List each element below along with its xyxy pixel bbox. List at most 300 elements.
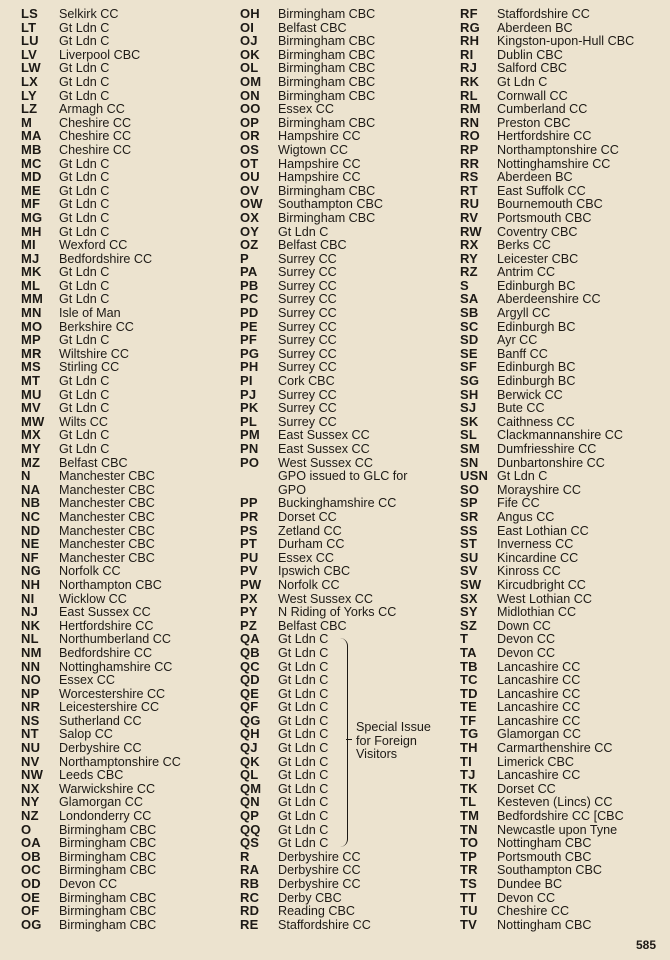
issuing-authority: Surrey CC (278, 346, 337, 361)
registration-code: N (21, 468, 31, 484)
code-entry (21, 605, 181, 619)
registration-code: NK (21, 617, 41, 633)
issuing-authority: Gt Ldn C (59, 292, 110, 307)
registration-code: NZ (21, 808, 39, 824)
registration-code: MN (21, 305, 42, 321)
code-entry (460, 510, 634, 524)
code-entry (21, 510, 181, 524)
issuing-authority: Essex CC (59, 673, 115, 688)
issuing-authority: Leicester CBC (497, 251, 579, 266)
issuing-authority: Surrey CC (278, 414, 337, 429)
issuing-authority: Southampton CBC (497, 863, 603, 878)
code-entry (460, 61, 634, 75)
codes-column-2 (240, 7, 408, 931)
code-entry (21, 700, 181, 714)
issuing-authority: Aberdeen BC (497, 20, 573, 35)
code-entry (460, 170, 634, 184)
code-entry (21, 265, 181, 279)
registration-code: S (460, 277, 469, 293)
issuing-authority: Dorset CC (278, 509, 337, 524)
issuing-authority: Reading CBC (278, 904, 356, 919)
registration-code: QE (240, 685, 260, 701)
issuing-authority: Wilts CC (59, 414, 108, 429)
special-issue-line-3: Visitors (356, 747, 398, 762)
code-entry (460, 34, 634, 48)
special-issue-line-2: for Foreign (356, 733, 417, 748)
code-entry (240, 7, 408, 21)
code-entry (21, 714, 181, 728)
code-entry (21, 891, 181, 905)
code-entry (240, 48, 408, 62)
registration-code: RG (460, 19, 480, 35)
registration-code: TP (460, 848, 478, 864)
issuing-authority: Birmingham CBC (59, 890, 157, 905)
registration-code: SA (460, 291, 479, 307)
registration-code: RK (460, 73, 480, 89)
registration-code: PP (240, 495, 258, 511)
code-entry (21, 428, 181, 442)
code-entry (21, 252, 181, 266)
registration-code: OF (21, 903, 40, 919)
registration-code: TK (460, 780, 478, 796)
code-entry (460, 279, 634, 293)
issuing-authority: Preston CBC (497, 115, 571, 130)
issuing-authority: Gt Ldn C (59, 278, 110, 293)
issuing-authority: Stirling CC (59, 360, 120, 375)
registration-code: ST (460, 536, 478, 552)
registration-code: OR (240, 128, 260, 144)
registration-code: NF (21, 549, 39, 565)
issuing-authority: Gt Ldn C (278, 781, 329, 796)
code-entry (240, 918, 408, 932)
issuing-authority: Salop CC (59, 727, 113, 742)
issuing-authority: Cornwall CC (497, 88, 568, 103)
code-entry (240, 225, 408, 239)
registration-code: QS (240, 835, 260, 851)
code-entry (21, 918, 181, 932)
registration-code: TN (460, 821, 478, 837)
code-entry (240, 510, 408, 524)
registration-code: LX (21, 73, 39, 89)
code-entry (460, 795, 634, 809)
page-number: 585 (635, 938, 656, 952)
registration-code: MJ (21, 250, 40, 266)
code-entry (21, 483, 181, 497)
registration-code: MS (21, 359, 41, 375)
registration-code: NI (21, 590, 35, 606)
code-entry (21, 673, 181, 687)
registration-code: NR (21, 699, 41, 715)
registration-code: NG (21, 563, 41, 579)
code-entry (460, 129, 634, 143)
issuing-authority: Nottinghamshire CC (59, 659, 173, 674)
registration-code: NJ (21, 604, 39, 620)
code-entry (240, 442, 408, 456)
code-entry (240, 619, 408, 633)
issuing-authority: Manchester CBC (59, 496, 155, 511)
code-entry (240, 795, 408, 809)
registration-code: LT (21, 19, 37, 35)
issuing-authority: Gt Ldn C (59, 74, 110, 89)
code-entry (240, 184, 408, 198)
code-entry (460, 537, 634, 551)
issuing-authority: Gt Ldn C (278, 727, 329, 742)
registration-code: OC (21, 862, 41, 878)
issuing-authority: Hampshire CC (278, 170, 361, 185)
issuing-authority: East Sussex CC (59, 605, 151, 620)
code-entry (460, 904, 634, 918)
special-issue-line-1: Special Issue (356, 720, 431, 734)
registration-code: OH (240, 6, 260, 21)
registration-code: QM (240, 780, 262, 796)
issuing-authority: Leeds CBC (59, 768, 124, 783)
code-entry (460, 252, 634, 266)
code-entry (240, 116, 408, 130)
registration-code: OB (21, 848, 41, 864)
code-entry (460, 116, 634, 130)
registration-code: PF (240, 332, 258, 348)
code-entry (460, 374, 634, 388)
registration-code: OT (240, 155, 259, 171)
registration-code: PT (240, 536, 258, 552)
code-entry (460, 592, 634, 606)
issuing-authority: Carmarthenshire CC (497, 741, 613, 756)
registration-code: MR (21, 345, 42, 361)
issuing-authority: East Suffolk CC (497, 183, 586, 198)
code-entry (460, 75, 634, 89)
code-entry (240, 605, 408, 619)
issuing-authority: Gt Ldn C (278, 700, 329, 715)
registration-code: OP (240, 114, 260, 130)
code-entry (240, 306, 408, 320)
issuing-authority: Edinburgh BC (497, 360, 576, 375)
registration-code: NN (21, 658, 41, 674)
issuing-authority: Isle of Man (59, 306, 121, 321)
code-entry (460, 578, 634, 592)
issuing-authority: Cheshire CC (59, 115, 132, 130)
registration-code: QK (240, 753, 260, 769)
code-entry (460, 347, 634, 361)
registration-code: TM (460, 808, 480, 824)
issuing-authority: Gt Ldn C (59, 428, 110, 443)
registration-code: MG (21, 209, 43, 225)
registration-code: R (240, 848, 250, 864)
code-entry (460, 524, 634, 538)
registration-code: PO (240, 454, 260, 470)
registration-code: NL (21, 631, 39, 647)
code-entry (240, 89, 408, 103)
issuing-authority: Birmingham CBC (278, 115, 376, 130)
registration-code: PL (240, 413, 258, 429)
issuing-authority: Gt Ldn C (59, 387, 110, 402)
issuing-authority: Gt Ldn C (278, 686, 329, 701)
code-entry (21, 61, 181, 75)
code-entry (460, 456, 634, 470)
issuing-authority: Warwickshire CC (59, 781, 156, 796)
code-entry (460, 877, 634, 891)
registration-code: MY (21, 441, 41, 456)
registration-code: QC (240, 658, 260, 674)
code-entry (21, 184, 181, 198)
issuing-authority: Portsmouth CBC (497, 849, 592, 864)
issuing-authority: Kinross CC (497, 564, 561, 579)
issuing-authority: Birmingham CBC (59, 836, 157, 851)
issuing-authority: Lancashire CC (497, 673, 581, 688)
code-entry (460, 469, 634, 483)
code-entry (21, 578, 181, 592)
code-entry (240, 687, 408, 701)
issuing-authority: Northampton CBC (59, 577, 162, 592)
registration-code: SC (460, 318, 479, 334)
registration-code: SF (460, 359, 478, 375)
issuing-authority: Gt Ldn C (59, 20, 110, 35)
registration-code: TO (460, 835, 479, 851)
registration-code: USN (460, 468, 489, 484)
registration-code: SE (460, 345, 478, 361)
registration-code: MX (21, 427, 41, 443)
issuing-authority: Edinburgh BC (497, 278, 576, 293)
registration-code: NA (21, 481, 41, 497)
issuing-authority: GPO issued to GLC for (278, 469, 408, 484)
issuing-authority: Manchester CBC (59, 550, 155, 565)
registration-code: PW (240, 576, 262, 592)
issuing-authority: Devon CC (59, 877, 118, 891)
code-entry (240, 34, 408, 48)
issuing-authority: Essex CC (278, 102, 334, 117)
issuing-authority: Wicklow CC (59, 591, 127, 606)
code-entry (21, 347, 181, 361)
code-entry (21, 632, 181, 646)
code-entry (240, 768, 408, 782)
registration-code: NH (21, 576, 41, 592)
code-entry (240, 279, 408, 293)
registration-code: TB (460, 658, 478, 674)
issuing-authority: Dumfriesshire CC (497, 442, 597, 456)
registration-code: TR (460, 862, 478, 878)
issuing-authority: Dorset CC (497, 781, 556, 796)
code-entry (240, 238, 408, 252)
issuing-authority: Norfolk CC (59, 564, 121, 579)
code-entry (21, 592, 181, 606)
issuing-authority: East Sussex CC (278, 442, 370, 456)
issuing-authority: Hampshire CC (278, 156, 361, 171)
registration-code: TJ (460, 767, 476, 783)
issuing-authority: Birmingham CBC (59, 904, 157, 919)
registration-code: PK (240, 400, 259, 416)
code-entry (21, 564, 181, 578)
issuing-authority: Gt Ldn C (59, 156, 110, 171)
code-entry (240, 21, 408, 35)
issuing-authority: Gt Ldn C (59, 374, 110, 389)
issuing-authority: Gt Ldn C (59, 442, 110, 456)
code-entry (460, 687, 634, 701)
code-entry (240, 157, 408, 171)
registration-code: MT (21, 373, 41, 389)
issuing-authority: Fife CC (497, 496, 540, 511)
issuing-authority: Belfast CBC (278, 238, 347, 253)
issuing-authority: Southampton CBC (278, 197, 384, 212)
code-entry (21, 306, 181, 320)
issuing-authority: Derbyshire CC (59, 741, 142, 756)
issuing-authority: Derbyshire CC (278, 849, 361, 864)
registration-code: OW (240, 196, 263, 212)
issuing-authority: Kesteven (Lincs) CC (497, 795, 613, 810)
registration-code: PH (240, 359, 259, 375)
issuing-authority: Hertfordshire CC (497, 129, 592, 144)
issuing-authority: Lancashire CC (497, 768, 581, 783)
code-entry (21, 360, 181, 374)
registration-code: MB (21, 141, 42, 157)
code-entry (240, 551, 408, 565)
issuing-authority: Gt Ldn C (278, 795, 329, 810)
issuing-authority: Birmingham CBC (278, 47, 376, 62)
issuing-authority: Gt Ldn C (497, 469, 548, 484)
registration-code: TH (460, 740, 478, 756)
code-entry (240, 333, 408, 347)
issuing-authority: Birmingham CBC (278, 210, 376, 225)
code-entry (460, 918, 634, 932)
issuing-authority: Worcestershire CC (59, 686, 166, 701)
code-entry (21, 292, 181, 306)
issuing-authority: Bedfordshire CC (59, 251, 153, 266)
issuing-authority: Gt Ldn C (278, 713, 329, 728)
issuing-authority: Aberdeen BC (497, 170, 573, 185)
code-entry (460, 836, 634, 850)
issuing-authority: Birmingham CBC (278, 7, 376, 21)
special-issue-brace-tip (346, 739, 352, 740)
code-entry (460, 415, 634, 429)
registration-code: RP (460, 141, 479, 157)
registration-code: RE (240, 916, 259, 932)
issuing-authority: Birmingham CBC (278, 34, 376, 49)
issuing-authority: Midlothian CC (497, 605, 577, 620)
issuing-authority: Coventry CBC (497, 224, 578, 239)
issuing-authority: Berwick CC (497, 387, 563, 402)
issuing-authority: Salford CBC (497, 61, 567, 76)
registration-code: RR (460, 155, 480, 171)
registration-code: SR (460, 508, 479, 524)
registration-code: MO (21, 318, 43, 334)
registration-code: RN (460, 114, 480, 130)
issuing-authority: Gt Ldn C (278, 673, 329, 688)
registration-code: T (460, 631, 469, 647)
registration-code: PR (240, 508, 259, 524)
issuing-authority: Surrey CC (278, 333, 337, 348)
issuing-authority: Kincardine CC (497, 550, 579, 565)
code-entry (240, 578, 408, 592)
special-issue-brace (340, 638, 348, 847)
issuing-authority: Glamorgan CC (59, 795, 143, 810)
code-entry (460, 7, 634, 21)
code-entry (21, 388, 181, 402)
issuing-authority: Glamorgan CC (497, 727, 581, 742)
registration-code: RZ (460, 264, 478, 280)
registration-code: NY (21, 794, 40, 810)
code-entry (460, 320, 634, 334)
issuing-authority: Kircudbright CC (497, 577, 586, 592)
registration-code: RL (460, 87, 478, 103)
code-entry (460, 755, 634, 769)
registration-code: NB (21, 495, 41, 511)
code-entry (21, 904, 181, 918)
registration-code: RB (240, 876, 260, 891)
code-entry (460, 89, 634, 103)
code-entry (21, 537, 181, 551)
registration-code: SY (460, 604, 478, 620)
registration-code: TU (460, 903, 478, 919)
code-entry (460, 388, 634, 402)
registration-code: OX (240, 209, 260, 225)
code-entry (240, 102, 408, 116)
code-entry (240, 537, 408, 551)
issuing-authority: East Sussex CC (278, 428, 370, 443)
issuing-authority: Armagh CC (59, 102, 125, 117)
registration-code: RC (240, 889, 260, 905)
registration-code: TF (460, 712, 477, 728)
registration-code: OG (21, 916, 42, 932)
issuing-authority: Gt Ldn C (278, 768, 329, 783)
issuing-authority: Antrim CC (497, 265, 556, 280)
issuing-authority: Nottingham CBC (497, 917, 592, 932)
issuing-authority: Gt Ldn C (59, 88, 110, 103)
code-entry (460, 21, 634, 35)
registration-code: PC (240, 291, 259, 307)
code-entry (240, 170, 408, 184)
registration-code: TA (460, 644, 477, 660)
registration-code: OK (240, 46, 260, 62)
registration-code: TE (460, 699, 478, 715)
issuing-authority: Surrey CC (278, 265, 337, 280)
issuing-authority: Lancashire CC (497, 713, 581, 728)
registration-code: NX (21, 780, 40, 796)
issuing-authority: Northamptonshire CC (497, 142, 619, 157)
code-entry (21, 333, 181, 347)
registration-code: OV (240, 182, 260, 198)
issuing-authority: Newcastle upon Tyne (497, 822, 618, 837)
code-entry (21, 34, 181, 48)
code-entry (21, 456, 181, 470)
issuing-authority: Manchester CBC (59, 469, 155, 484)
code-entry (240, 891, 408, 905)
registration-code: MZ (21, 454, 41, 470)
codes-column-1 (21, 7, 181, 931)
code-entry (460, 442, 634, 456)
issuing-authority: Gt Ldn C (278, 645, 329, 660)
code-entry (21, 89, 181, 103)
issuing-authority: N Riding of Yorks CC (278, 605, 397, 620)
issuing-authority: Gt Ldn C (59, 61, 110, 76)
registration-code: PV (240, 563, 258, 579)
registration-code: TI (460, 753, 472, 769)
code-entry (21, 7, 181, 21)
issuing-authority: Northamptonshire CC (59, 754, 181, 769)
registration-code: NW (21, 767, 44, 783)
registration-code: LW (21, 60, 41, 76)
code-entry (240, 564, 408, 578)
registration-code: QQ (240, 821, 261, 837)
code-entry (21, 170, 181, 184)
issuing-authority: Gt Ldn C (59, 210, 110, 225)
code-entry (460, 483, 634, 497)
code-entry (21, 129, 181, 143)
issuing-authority: Sutherland CC (59, 713, 142, 728)
registration-code: TS (460, 876, 478, 891)
registration-code: SZ (460, 617, 478, 633)
code-entry (240, 660, 408, 674)
issuing-authority: Lancashire CC (497, 659, 581, 674)
code-entry (460, 496, 634, 510)
issuing-authority: Gt Ldn C (59, 333, 110, 348)
